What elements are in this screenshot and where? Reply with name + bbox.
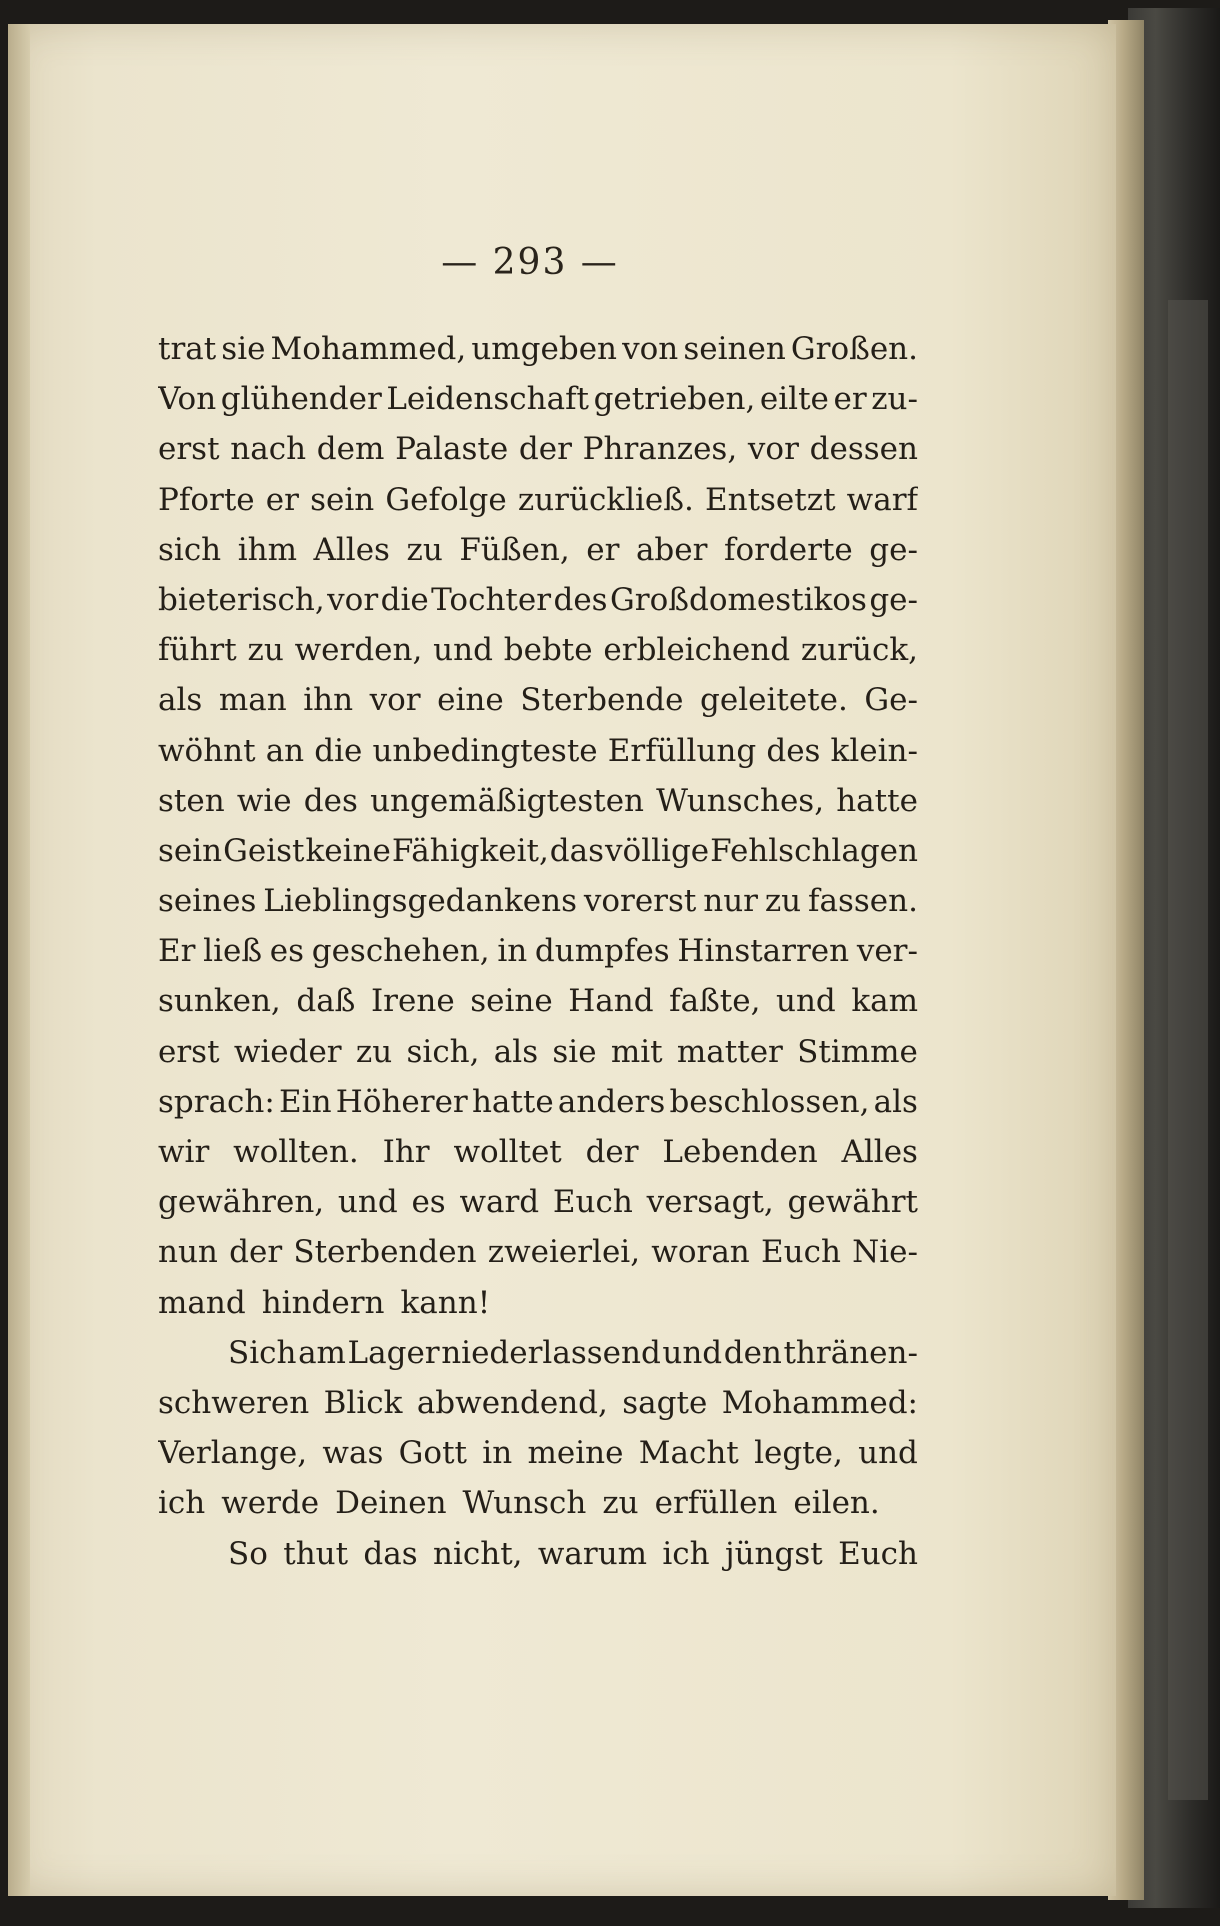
word: Lager <box>347 1334 440 1371</box>
word: erfüllen <box>654 1485 778 1522</box>
word: Euch <box>760 1234 841 1271</box>
word: sie <box>221 331 266 367</box>
word: hindern <box>261 1284 385 1321</box>
word: eilte <box>759 381 829 418</box>
word: sie <box>552 1033 597 1070</box>
word: völlige <box>605 832 710 869</box>
word: warum <box>537 1535 648 1572</box>
word: Nie- <box>852 1234 918 1271</box>
word: ihm <box>237 531 297 568</box>
word: Hand <box>568 983 654 1020</box>
word: ihn <box>303 682 354 719</box>
word: der <box>518 431 572 468</box>
word: matter <box>676 1033 783 1070</box>
word: sich, <box>406 1033 480 1070</box>
word: den <box>723 1334 782 1371</box>
word: die <box>380 581 429 618</box>
word: Er <box>158 933 196 970</box>
text-line <box>158 1227 918 1277</box>
page-number: — 293 — <box>441 242 619 283</box>
word: klein- <box>830 732 918 769</box>
word: unbedingteste <box>372 732 598 769</box>
word: seine <box>470 983 553 1020</box>
word: dessen <box>809 431 918 468</box>
word: nicht, <box>433 1535 523 1572</box>
word: des <box>553 581 608 618</box>
text-line <box>158 1328 918 1378</box>
word: wolltet <box>453 1134 562 1170</box>
text-line <box>158 1077 918 1127</box>
word: Von <box>158 381 217 418</box>
word: Gott <box>398 1435 467 1472</box>
word: Großen. <box>790 331 918 367</box>
word: So <box>228 1535 268 1572</box>
word: sein <box>310 481 375 518</box>
word: geschehen, <box>311 933 490 970</box>
word: thut <box>283 1535 349 1572</box>
word: es <box>411 1184 446 1221</box>
word: seinen <box>683 331 786 367</box>
word: und <box>433 632 493 669</box>
word: niederlassend <box>441 1334 661 1371</box>
word: Fähigkeit, <box>391 832 549 869</box>
text-line <box>158 424 918 474</box>
word: zu- <box>871 381 918 418</box>
word: wieder <box>233 1033 342 1070</box>
word: wie <box>236 782 292 819</box>
word: faßte, <box>669 983 761 1020</box>
text-line <box>158 1177 918 1227</box>
word: hatte <box>836 782 918 819</box>
text-line <box>158 575 918 625</box>
word: als <box>493 1033 539 1070</box>
word: zu <box>355 1033 393 1070</box>
word: ließ <box>203 933 263 970</box>
word: keine <box>305 832 391 869</box>
word: ich <box>158 1485 206 1522</box>
word: was <box>322 1435 384 1472</box>
word: getrieben, <box>593 381 756 418</box>
word: Euch <box>838 1535 918 1572</box>
word: man <box>218 682 287 719</box>
word: beschlossen, <box>669 1083 870 1120</box>
word: ge- <box>869 531 918 568</box>
word: nur <box>703 883 758 920</box>
word: bebte <box>503 632 593 669</box>
word: wollten. <box>233 1134 359 1170</box>
text-line <box>158 1478 918 1528</box>
word: Lieblingsgedankens <box>263 883 577 920</box>
word: sich <box>158 531 222 568</box>
word: von <box>622 331 679 367</box>
word: Lebenden <box>662 1134 818 1170</box>
word: Alles <box>313 531 390 568</box>
word: Höherer <box>335 1083 468 1120</box>
text-line <box>158 776 918 826</box>
word: sein <box>158 832 223 869</box>
word: umgeben <box>471 331 618 367</box>
word: jüngst <box>724 1535 823 1572</box>
text-line <box>158 726 918 776</box>
text-line <box>158 1278 918 1328</box>
word: Mohammed, <box>270 331 467 367</box>
word: Tochter <box>431 581 552 618</box>
word: Leidenschaft <box>386 381 589 418</box>
word: mand <box>158 1284 246 1321</box>
word: Geist <box>223 832 305 869</box>
word: Blick <box>323 1384 403 1421</box>
word: hatte <box>471 1083 554 1120</box>
word: abwendend, <box>416 1384 608 1421</box>
word: Ge- <box>864 682 918 719</box>
word: Euch <box>552 1184 633 1221</box>
word: und <box>858 1435 918 1472</box>
word: schweren <box>158 1384 310 1421</box>
word: geleitete. <box>700 682 848 719</box>
word: dem <box>316 431 385 468</box>
word: Fehlschlagen <box>710 832 918 869</box>
text-line <box>158 324 918 374</box>
word: nach <box>230 431 307 468</box>
word: woran <box>651 1234 750 1271</box>
word: forderte <box>723 531 853 568</box>
text-line <box>158 826 918 876</box>
word: Mohammed: <box>721 1384 918 1421</box>
word: zurück, <box>800 632 918 669</box>
word: daß <box>296 983 356 1020</box>
word: Irene <box>370 983 455 1020</box>
word: thränen- <box>783 1334 918 1371</box>
word: eine <box>437 682 504 719</box>
word: Deinen <box>335 1485 447 1522</box>
text-line <box>158 1529 918 1579</box>
word: der <box>229 1234 283 1271</box>
word: sagte <box>622 1384 708 1421</box>
text-line <box>158 1428 918 1478</box>
text-line <box>158 675 918 725</box>
text-line <box>158 374 918 424</box>
word: das <box>549 832 605 869</box>
word: ich <box>662 1535 710 1572</box>
word: an <box>265 732 305 769</box>
word: zu <box>406 531 443 568</box>
word: führt <box>158 632 237 669</box>
word: und <box>337 1184 398 1221</box>
word: fassen. <box>808 883 918 920</box>
word: versagt, <box>646 1184 774 1221</box>
word: und <box>662 1334 723 1371</box>
text-line <box>158 926 918 976</box>
word: Palaste <box>395 431 509 468</box>
word: wir <box>158 1134 210 1170</box>
word: werde <box>221 1485 320 1522</box>
word: vor <box>327 581 379 618</box>
word: legte, <box>754 1435 843 1472</box>
word: und <box>776 983 836 1020</box>
word: Stimme <box>797 1033 918 1070</box>
text-line <box>158 1378 918 1428</box>
word: am <box>298 1334 346 1371</box>
word: warf <box>846 481 918 518</box>
word: Erfüllung <box>607 732 757 769</box>
word: zu <box>247 632 284 669</box>
body-text <box>158 324 918 1579</box>
word: es <box>269 933 305 970</box>
word: Phranzes, <box>582 431 738 468</box>
word: ward <box>459 1184 540 1221</box>
word: in <box>497 933 528 970</box>
word: gewähren, <box>158 1184 325 1221</box>
word: seines <box>158 883 257 920</box>
word: die <box>314 732 363 769</box>
word: ge- <box>869 581 918 618</box>
word: Gefolge <box>385 481 507 518</box>
word: vor <box>747 431 799 468</box>
word: nun <box>158 1234 218 1271</box>
word: der <box>585 1134 639 1170</box>
word: Ihr <box>382 1134 430 1170</box>
word: eilen. <box>793 1485 880 1522</box>
word: er <box>586 531 620 568</box>
word: Pforte <box>158 481 255 518</box>
text-line <box>158 1127 918 1177</box>
text-line <box>158 625 918 675</box>
word: kann! <box>400 1284 491 1321</box>
word: vor <box>369 682 421 719</box>
book-cover-board <box>1168 300 1208 1800</box>
word: vorerst <box>583 883 697 920</box>
word: Füßen, <box>459 531 570 568</box>
word: das <box>363 1535 418 1572</box>
word: er <box>265 481 299 518</box>
word: erst <box>158 431 220 468</box>
word: anders <box>557 1083 666 1120</box>
word: zu <box>602 1485 639 1522</box>
word: Sterbende <box>520 682 684 719</box>
word: meine <box>527 1435 624 1472</box>
word: erbleichend <box>603 632 791 669</box>
text-line <box>158 475 918 525</box>
word: zweierlei, <box>487 1234 641 1271</box>
word: gewährt <box>787 1184 918 1221</box>
word: Sich <box>228 1334 297 1371</box>
word: bieterisch, <box>158 581 325 618</box>
word: in <box>482 1435 513 1472</box>
word: Ein <box>279 1083 332 1120</box>
word: sprach: <box>158 1083 275 1120</box>
word: Großdomestikos <box>610 581 867 618</box>
word: zurückließ. <box>517 481 694 518</box>
word: werden, <box>294 632 423 669</box>
word: aber <box>635 531 708 568</box>
word: sunken, <box>158 983 281 1020</box>
word: ungemäßigtesten <box>370 782 645 819</box>
word: Macht <box>638 1435 739 1472</box>
word: Wunsches, <box>656 782 825 819</box>
word: glühender <box>220 381 382 418</box>
word: kam <box>851 983 918 1020</box>
word: erst <box>158 1033 220 1070</box>
word: Wunsch <box>462 1485 587 1522</box>
word: zu <box>764 883 802 920</box>
word: des <box>766 732 821 769</box>
word: Verlange, <box>158 1435 308 1472</box>
word: er <box>833 381 867 418</box>
word: wöhnt <box>158 732 256 769</box>
word: des <box>303 782 358 819</box>
word: als <box>873 1083 918 1120</box>
text-line <box>158 976 918 1026</box>
text-line <box>158 1027 918 1077</box>
word: Sterbenden <box>293 1234 477 1271</box>
word: sten <box>158 782 225 819</box>
word: Entsetzt <box>704 481 836 518</box>
text-line <box>158 876 918 926</box>
word: Alles <box>841 1134 918 1170</box>
word: Hinstarren <box>677 933 850 970</box>
word: trat <box>158 331 217 367</box>
text-line <box>158 525 918 575</box>
word: ver- <box>856 933 918 970</box>
word: dumpfes <box>534 933 670 970</box>
word: als <box>158 682 203 719</box>
word: mit <box>610 1033 663 1070</box>
page-gutter <box>8 24 30 1896</box>
